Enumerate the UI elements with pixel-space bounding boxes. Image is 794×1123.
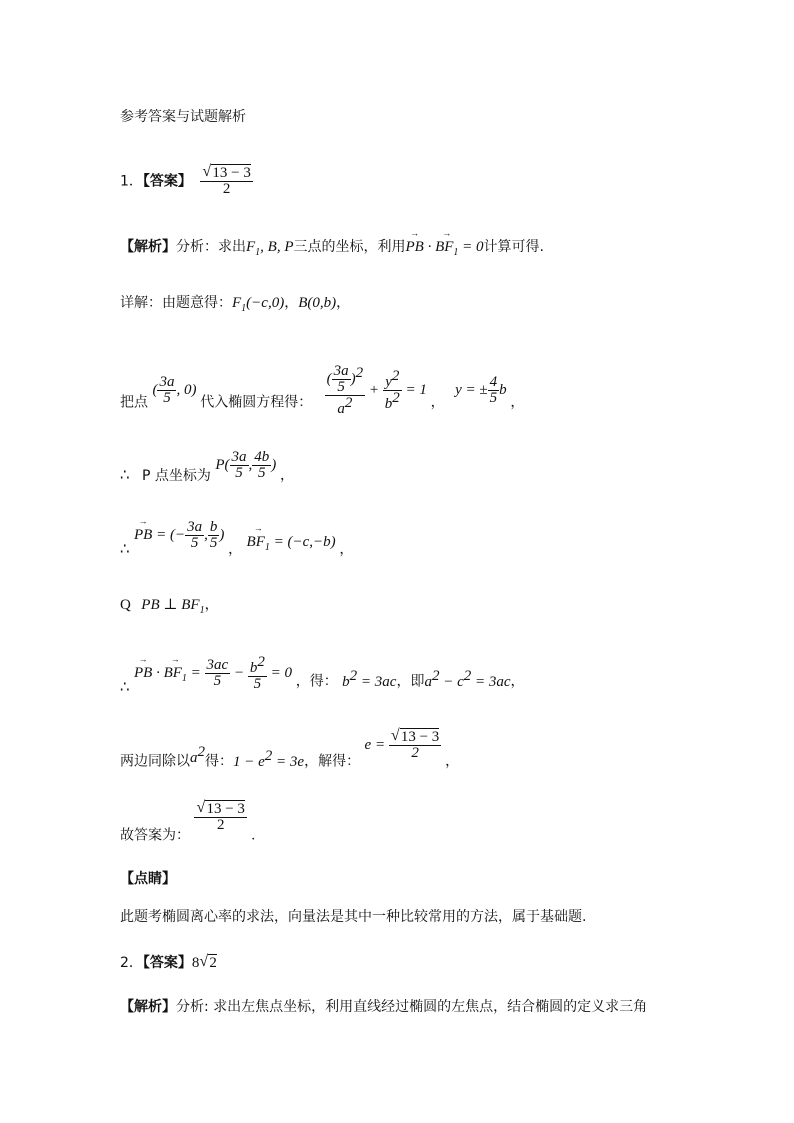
because-symbol: Q xyxy=(120,597,131,613)
q1-substitute-separator: ， xyxy=(430,394,445,411)
q1-p-coord-line xyxy=(120,450,294,484)
q1-analysis-text-c: 计算可得. xyxy=(483,239,544,255)
q1-final-fraction: √ 13 − 3 2 xyxy=(196,799,245,833)
therefore-symbol: ∴ xyxy=(120,467,130,484)
q1-p-text: P 点坐标为 xyxy=(142,467,211,484)
q1-divide-line xyxy=(120,727,460,770)
q1-analysis-text-a: 分析：求出 xyxy=(176,239,246,255)
q1-analysis-line xyxy=(120,240,544,258)
q1-number: 1． xyxy=(120,173,143,190)
q1-comment-text: 此题考椭圆离心率的求法，向量法是其中一种比较常用的方法，属于基础题. xyxy=(120,909,587,925)
q1-dot-text-b: ，即 xyxy=(396,673,425,690)
q2-answer-tag: 【答案】 xyxy=(142,955,192,971)
q1-dot-text-a: ，得： xyxy=(295,673,338,690)
q2-answer: 8 √ 2 xyxy=(191,953,217,971)
q1-divide-text-c: ，解得： xyxy=(304,753,361,770)
q1-divide-text-b: 得： xyxy=(205,753,233,770)
q1-answer-line xyxy=(120,163,253,197)
q1-dot-equation: → PB · → $BF_1$ = $\frac{3ac}{5}$ − $\frac{b^2}{5}$ = 0 xyxy=(134,665,296,681)
q1-vector-end: ， xyxy=(339,541,354,558)
q1-p-coordinates: P( $\frac{3a}{5}$ , $\frac{4b}{5}$ ) xyxy=(215,449,277,481)
q1-perp-equation: PB ⊥ $BF_1$ xyxy=(141,597,205,616)
q1-answer-tag: 【答案】 xyxy=(142,173,192,190)
q1-substitute-text-a: 把点 xyxy=(120,394,148,411)
q2-analysis-text: 分析: 求出左焦点坐标，利用直线经过椭圆的左焦点，结合椭圆的定义求三角 xyxy=(176,999,648,1015)
section-title: 参考答案与试题解析 xyxy=(120,109,246,125)
q1-substitute-line xyxy=(120,364,524,417)
q2-analysis-line xyxy=(120,1000,647,1014)
q1-p-end: ， xyxy=(280,467,295,484)
q1-vector-separator: ， xyxy=(228,541,243,558)
q1-divide-text-a: 两边同除以 xyxy=(120,753,190,770)
therefore-symbol: ∴ xyxy=(120,679,130,696)
q1-final-end: . xyxy=(251,827,256,844)
q1-detail-b: B(0,b) xyxy=(298,295,337,311)
q1-dot-c2: $a^2 - c^2 = 3ac$ xyxy=(424,667,511,690)
q1-detail-line xyxy=(120,296,350,314)
q2-analysis-tag: 【解析】 xyxy=(120,999,176,1015)
therefore-symbol: ∴ xyxy=(120,541,130,558)
q1-detail-separator: ， xyxy=(284,295,299,311)
q1-divide-equation: $1 - e^2 = 3e$ xyxy=(233,747,305,770)
q2-number: 2． xyxy=(120,955,143,971)
q1-detail-text: 详解：由题意得： xyxy=(120,295,232,311)
q1-dot-b2: $b^2 = 3ac$ xyxy=(342,667,397,690)
q1-e-value: e = √ 13 − 3 2 xyxy=(364,727,440,761)
q1-divide-end: ， xyxy=(445,753,460,770)
q1-answer-numerator: 13 − 3 xyxy=(212,165,251,181)
q1-final-line xyxy=(120,799,256,844)
q1-y-value: y = ± $\frac{4}{5}$ b xyxy=(455,374,511,406)
q1-ellipse-equation: ( $\frac{3a}{5}$ )$^2$ $a^2$ + $\frac{y^2}{b^2}$ = 1 xyxy=(326,363,427,417)
q1-detail-end: ， xyxy=(336,295,351,311)
q1-dot-end: ， xyxy=(510,673,525,690)
q1-answer-fraction: √ 13 − 3 2 xyxy=(202,163,251,197)
q1-analysis-equation: → PB · → $BF_1 = 0$ xyxy=(406,239,484,255)
q1-perp-end: ， xyxy=(204,597,219,613)
q1-analysis-text-b: 三点的坐标，利用 xyxy=(293,239,406,255)
q1-final-text: 故答案为： xyxy=(120,827,190,844)
q1-dot-line xyxy=(120,655,525,696)
q1-perp-line xyxy=(120,598,219,616)
q1-detail-f1: $F_1(-c,0)$ xyxy=(232,295,285,314)
q1-substitute-point: ( $\frac{3a}{5}$ , 0) xyxy=(152,374,197,406)
q1-vector-pb: → PB = (− $\frac{3a}{5}$ , $\frac{b}{5}$ ) xyxy=(134,527,228,543)
q2-answer-line xyxy=(120,953,217,971)
q1-vector-bf1: → $BF_1 = (-c,-b)$ xyxy=(247,534,340,550)
q1-divide-a2: $a^2$ xyxy=(190,743,205,766)
q1-substitute-end: ， xyxy=(510,394,525,411)
q1-analysis-points: $F_1$, B, P xyxy=(246,239,294,258)
q1-analysis-tag: 【解析】 xyxy=(120,239,176,255)
q1-answer-denominator: 2 xyxy=(200,181,252,197)
q1-comment-tag: 【点睛】 xyxy=(120,871,176,887)
q1-vectors-line xyxy=(120,520,353,558)
q1-substitute-text-b: 代入椭圆方程得： xyxy=(200,394,313,411)
